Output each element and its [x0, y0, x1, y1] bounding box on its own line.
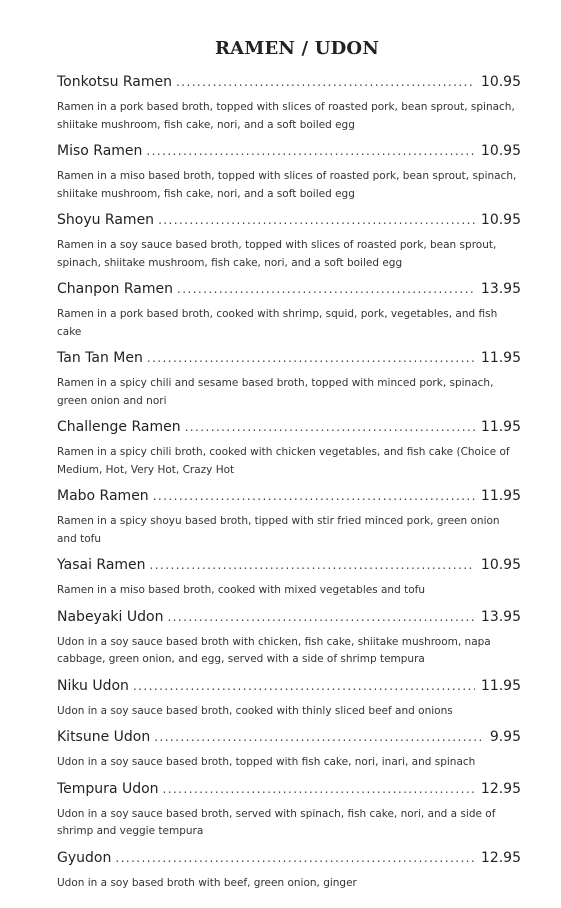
menu-item-header — [57, 280, 521, 298]
item-price: 13.95 — [480, 608, 521, 625]
item-name: Miso Ramen — [57, 143, 143, 159]
menu-item-header — [57, 211, 521, 229]
dot-leader — [167, 608, 474, 626]
item-price: 11.95 — [480, 350, 521, 366]
dot-leader — [154, 728, 484, 746]
menu-item-chanpon-ramen — [57, 280, 521, 341]
item-description: Ramen in a miso based broth, cooked with mixed vegetables and tofu — [57, 584, 425, 596]
item-name: Tonkotsu Ramen — [57, 74, 173, 90]
item-description: Ramen in a spicy chili and sesame based broth, topped with minced pork, spinach, green onion and nori — [57, 377, 494, 407]
menu-item-header — [57, 608, 521, 626]
dot-leader — [158, 211, 475, 229]
item-description: Ramen in a pork based broth, cooked with shrimp, squid, pork, vegetables, and fish cake — [57, 308, 498, 338]
item-name: Kitsune Udon — [57, 729, 151, 745]
item-description: Ramen in a pork based broth, topped with slices of roasted pork, bean sprout, spinach, shiitake mushroom, fish cake, nori, and a soft boiled egg — [57, 101, 515, 131]
dot-leader — [150, 556, 475, 574]
item-price: 10.95 — [480, 143, 521, 159]
item-price: 13.95 — [480, 281, 521, 297]
menu-item-header — [57, 349, 521, 367]
menu-item-header — [57, 487, 521, 505]
item-description: Udon in a soy sauce based broth, cooked with thinly sliced beef and onions — [57, 704, 453, 717]
dot-leader — [163, 780, 475, 798]
menu-item-shoyu-ramen — [57, 211, 521, 272]
item-name: Yasai Ramen — [57, 557, 146, 573]
dot-leader — [146, 142, 475, 160]
page-title: RAMEN / UDON — [215, 38, 379, 59]
item-description: Ramen in a spicy shoyu based broth, tipped with stir fried minced pork, green onion and tofu — [57, 515, 500, 545]
item-price: 10.95 — [480, 212, 521, 228]
item-price: 9.95 — [489, 729, 521, 745]
menu-item-yasai-ramen — [57, 556, 521, 600]
menu-item-gyudon — [57, 849, 521, 893]
item-name: Challenge Ramen — [57, 419, 181, 435]
menu-item-header — [57, 142, 521, 160]
item-description: Ramen in a spicy chili broth, cooked with chicken vegetables, and fish cake (Choice of Medium, Hot, Very Hot, Crazy Hot — [57, 446, 510, 476]
menu-item-header — [57, 73, 521, 91]
item-name: Shoyu Ramen — [57, 212, 155, 228]
item-price: 10.95 — [480, 557, 521, 573]
item-name: Tempura Udon — [57, 780, 159, 797]
menu-item-niku-udon — [57, 677, 521, 721]
dot-leader — [133, 677, 475, 695]
dot-leader — [153, 487, 475, 505]
menu-item-header — [57, 677, 521, 695]
item-price: 12.95 — [480, 849, 521, 866]
item-price: 11.95 — [480, 488, 521, 504]
menu-item-tan-tan-men — [57, 349, 521, 410]
item-description: Udon in a soy sauce based broth with chicken, fish cake, shiitake mushroom, napa cabbage, green onion, and egg, served with a side of shrimp tempura — [57, 635, 491, 665]
item-price: 10.95 — [480, 74, 521, 90]
menu-item-header — [57, 728, 521, 746]
menu-item-header — [57, 418, 521, 436]
item-price: 12.95 — [480, 780, 521, 797]
menu-item-mabo-ramen — [57, 487, 521, 548]
item-name: Tan Tan Men — [57, 350, 143, 366]
item-description: Ramen in a soy sauce based broth, topped with slices of roasted pork, bean sprout, spinach, shiitake mushroom, fish cake, nori, and a soft boiled egg — [57, 239, 497, 269]
item-description: Udon in a soy sauce based broth, served with spinach, fish cake, nori, and a side of shrimp and veggie tempura — [57, 807, 496, 837]
menu-item-nabeyaki-udon — [57, 608, 521, 669]
item-description: Udon in a soy based broth with beef, green onion, ginger — [57, 876, 357, 889]
item-description: Udon in a soy sauce based broth, topped with fish cake, nori, inari, and spinach — [57, 756, 476, 768]
menu-item-kitsune-udon — [57, 728, 521, 772]
menu-item-tempura-udon — [57, 780, 521, 841]
item-name: Mabo Ramen — [57, 488, 149, 504]
item-name: Nabeyaki Udon — [57, 608, 164, 625]
dot-leader — [115, 849, 475, 867]
item-name: Gyudon — [57, 849, 112, 866]
menu-item-header — [57, 780, 521, 798]
menu-item-header — [57, 556, 521, 574]
item-description: Ramen in a miso based broth, topped with slices of roasted pork, bean sprout, spinach, shiitake mushroom, fish cake, nori, and a soft boiled egg — [57, 170, 517, 200]
menu-item-miso-ramen — [57, 142, 521, 203]
item-price: 11.95 — [480, 419, 521, 435]
menu-item-tonkotsu-ramen — [57, 73, 521, 134]
dot-leader — [176, 73, 475, 91]
item-price: 11.95 — [480, 677, 521, 694]
item-name: Niku Udon — [57, 677, 129, 694]
dot-leader — [147, 349, 475, 367]
menu-item-header — [57, 849, 521, 867]
dot-leader — [177, 280, 475, 298]
dot-leader — [185, 418, 475, 436]
menu-item-challenge-ramen — [57, 418, 521, 479]
item-name: Chanpon Ramen — [57, 281, 173, 297]
